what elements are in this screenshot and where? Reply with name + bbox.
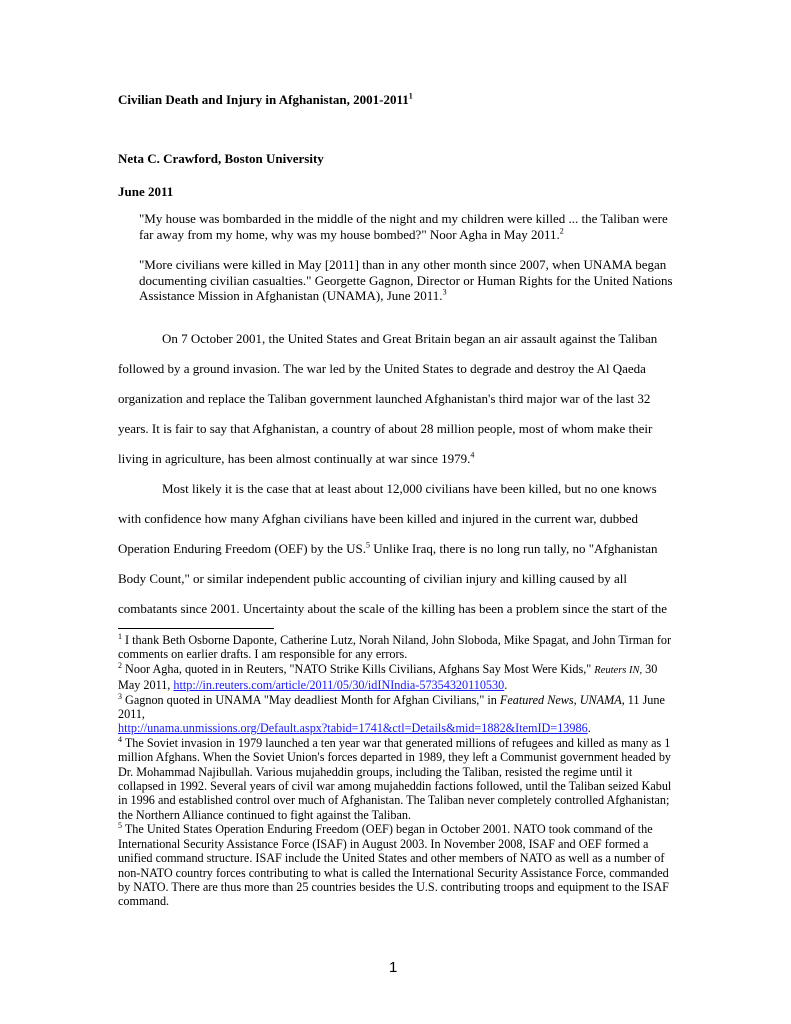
epigraph-quote-1-text: "My house was bombarded in the middle of the night and my children were killed ... the Taliban were far away from my home, why was my house bombed?" Noor Agha in May 2011. [139,211,668,242]
footnote-4: $^4$ The Soviet invasion in 1979 launched a ten year war that generated millions of refugees and killed as many as 1 million Afghans. When the Soviet Union's forces departed in 1989, they left a Communist government headed by Dr. Mohammad Najibullah. Various mujaheddin groups, including the Taliban, resisted the regime until it collapsed in 1992. Several years of civil war among mujaheddin factions followed, until the Taliban seized Kabul in 1996 and established control over much of Afghanistan. The Taliban never completely controlled Afghanistan; the Northern Alliance continued to fight against the Taliban. [118,734,672,822]
epigraph-quote-2 [139,257,684,304]
footnote-1: $^1$ I thank Beth Osborne Daponte, Catherine Lutz, Norah Niland, John Sloboda, Mike Spagat, and John Tirman for comments on earlier drafts. I am responsible for any errors. [118,631,672,662]
paper-title-text: Civilian Death and Injury in Afghanistan, 2001-2011 [118,92,409,107]
footnote-ref-1: 1 [408,91,413,101]
reuters-link[interactable]: http://in.reuters.com/article/2011/05/30/idINIndia-57354320110530 [173,678,505,693]
body-paragraph-2 [118,474,678,624]
author-line: Neta C. Crawford, Boston University [118,151,324,166]
footnote-2: $^2$ Noor Agha, quoted in in Reuters, "NATO Strike Kills Civilians, Afghans Say Most Were Kids," Reuters IN, 30 May 2011, http://in.reuters.com/article/2011/05/30/idINIndia-57354320110530. [118,660,658,693]
body-paragraph-2-text-a: Most likely it is the case that at least about 12,000 civilians have been killed, but no one knows with confidence how many Afghan civilians have been killed and injured in the current war, dubbed Operation Enduring Freedom (OEF) by the US. [118,481,657,556]
epigraph-quote-2-text: "More civilians were killed in May [2011] than in any other month since 2007, when UNAMA began documenting civilian casualties." Georgette Gagnon, Director or Human Rights for the United Nations Assistance Mission in Afghanistan (UNAMA), June 2011. [139,257,673,303]
footnotes [118,633,678,909]
page-number: 1 [389,959,398,976]
paper-title [118,92,413,108]
footnote-ref-2: 2 [559,226,564,236]
date-line: June 2011 [118,184,174,199]
unama-link[interactable]: http://unama.unmissions.org/Default.aspx?tabid=1741&ctl=Details&mid=1882&ItemID=13986 [118,721,588,736]
footnote-ref-5: 5 [366,540,371,550]
footnote-divider [118,628,274,629]
footnote-5: $^5$ The United States Operation Enduring Freedom (OEF) began in October 2001. NATO took command of the International Security Assistance Force (ISAF) in August 2003. In November 2008, ISAF and OEF formed a unified command structure. ISAF include the United States and other members of NATO as well as a number of non-NATO country forces contributing to what is called the International Security Assistance Force, commanded by NATO. There are thus more than 25 countries besides the U.S. contributing troops and equipment to the ISAF command. [118,821,669,909]
footnote-3: $^3$ Gagnon quoted in UNAMA "May deadliest Month for Afghan Civilians," in Featured News, UNAMA, 11 June 2011, http://unama.unmissions.org/Default.aspx?tabid=1741&ctl=Details&mid=1882&ItemID=13986. [118,691,665,736]
epigraph-quote-1 [139,211,684,242]
body-paragraph-2-text-b: Unlike Iraq, there is no long run tally, no "Afghanistan Body Count," or similar independent public accounting of civilian injury and killing caused by all combatants since 2001. Uncertainty about the scale of the killing has been a problem since the start of the [118,541,668,616]
footnote-ref-4: 4 [470,450,475,460]
body-paragraph-1 [118,324,678,474]
footnote-ref-3: 3 [442,287,447,297]
body-paragraph-1-text: On 7 October 2001, the United States and Great Britain began an air assault against the Taliban followed by a ground invasion. The war led by the United States to degrade and destroy the Al Qaeda organization and replace the Taliban government launched Afghanistan's third major war of the last 32 years. It is fair to say that Afghanistan, a country of about 28 million people, most of whom make their living in agriculture, has been almost continually at war since 1979. [118,331,658,466]
